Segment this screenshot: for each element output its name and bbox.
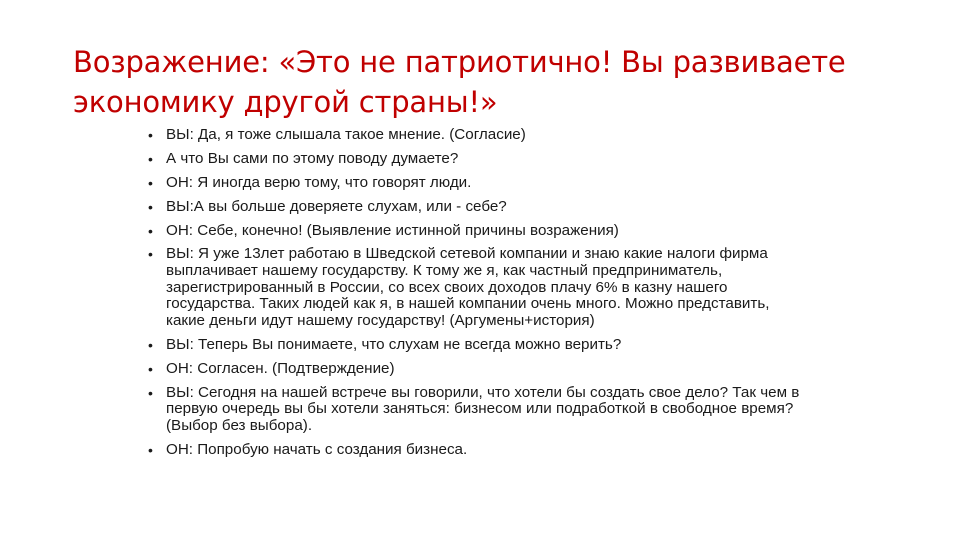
list-item <box>148 199 808 216</box>
bullet-icon: • <box>148 174 153 191</box>
list-item <box>148 337 808 354</box>
list-item-text: ОН: Я иногда верю тому, что говорят люди. <box>166 173 472 191</box>
list-item <box>148 127 808 144</box>
list-item-text: ВЫ: Я уже 13лет работаю в Шведской сетевой компании и знаю какие налоги фирма выплачивает нашему государству. К тому же я, как частный предприниматель, зарегистрированный в России, со всех своих доходов плачу 6% в казну нашего государства. Таких людей как я, в нашей компании очень много. Можно представить, какие деньги идут нашему государству! (Аргумены+история) <box>166 245 770 329</box>
bullet-icon: • <box>148 441 153 458</box>
list-item-text: ОН: Себе, конечно! (Выявление истинной причины возражения) <box>166 221 619 239</box>
list-item-text: ВЫ: Да, я тоже слышала такое мнение. (Согласие) <box>166 126 526 143</box>
list-item-text: ОН: Согласен. (Подтверждение) <box>166 359 395 377</box>
bullet-icon: • <box>148 150 153 167</box>
list-item <box>148 442 808 459</box>
bullet-icon: • <box>148 336 153 353</box>
list-item <box>148 385 808 435</box>
list-item-text: ОН: Попробую начать с создания бизнеса. <box>166 440 468 458</box>
bullet-icon: • <box>148 246 153 263</box>
bullet-icon: • <box>148 198 153 215</box>
list-item-text: ВЫ: Теперь Вы понимаете, что слухам не всегда можно верить? <box>166 335 622 353</box>
list-item <box>148 246 808 329</box>
list-item-text: ВЫ: Сегодня на нашей встрече вы говорили, что хотели бы создать свое дело? Так чем в первую очередь вы бы хотели заняться: бизнесом или подработкой в свободное время? (Выбор без выбора). <box>166 383 800 434</box>
bullet-icon: • <box>148 360 153 377</box>
bullet-icon: • <box>148 127 153 143</box>
bullet-icon: • <box>148 222 153 239</box>
list-item-text: ВЫ:А вы больше доверяете слухам, или - себе? <box>166 197 507 215</box>
slide-title: Возражение: «Это не патриотично! Вы развиваете экономику другой страны!» <box>73 45 846 119</box>
bullet-icon: • <box>148 384 153 401</box>
list-item <box>148 175 808 192</box>
list-item <box>148 151 808 168</box>
bullet-list <box>148 127 808 465</box>
list-item-text: А что Вы сами по этому поводу думаете? <box>166 149 459 167</box>
list-item <box>148 361 808 378</box>
list-item <box>148 223 808 240</box>
